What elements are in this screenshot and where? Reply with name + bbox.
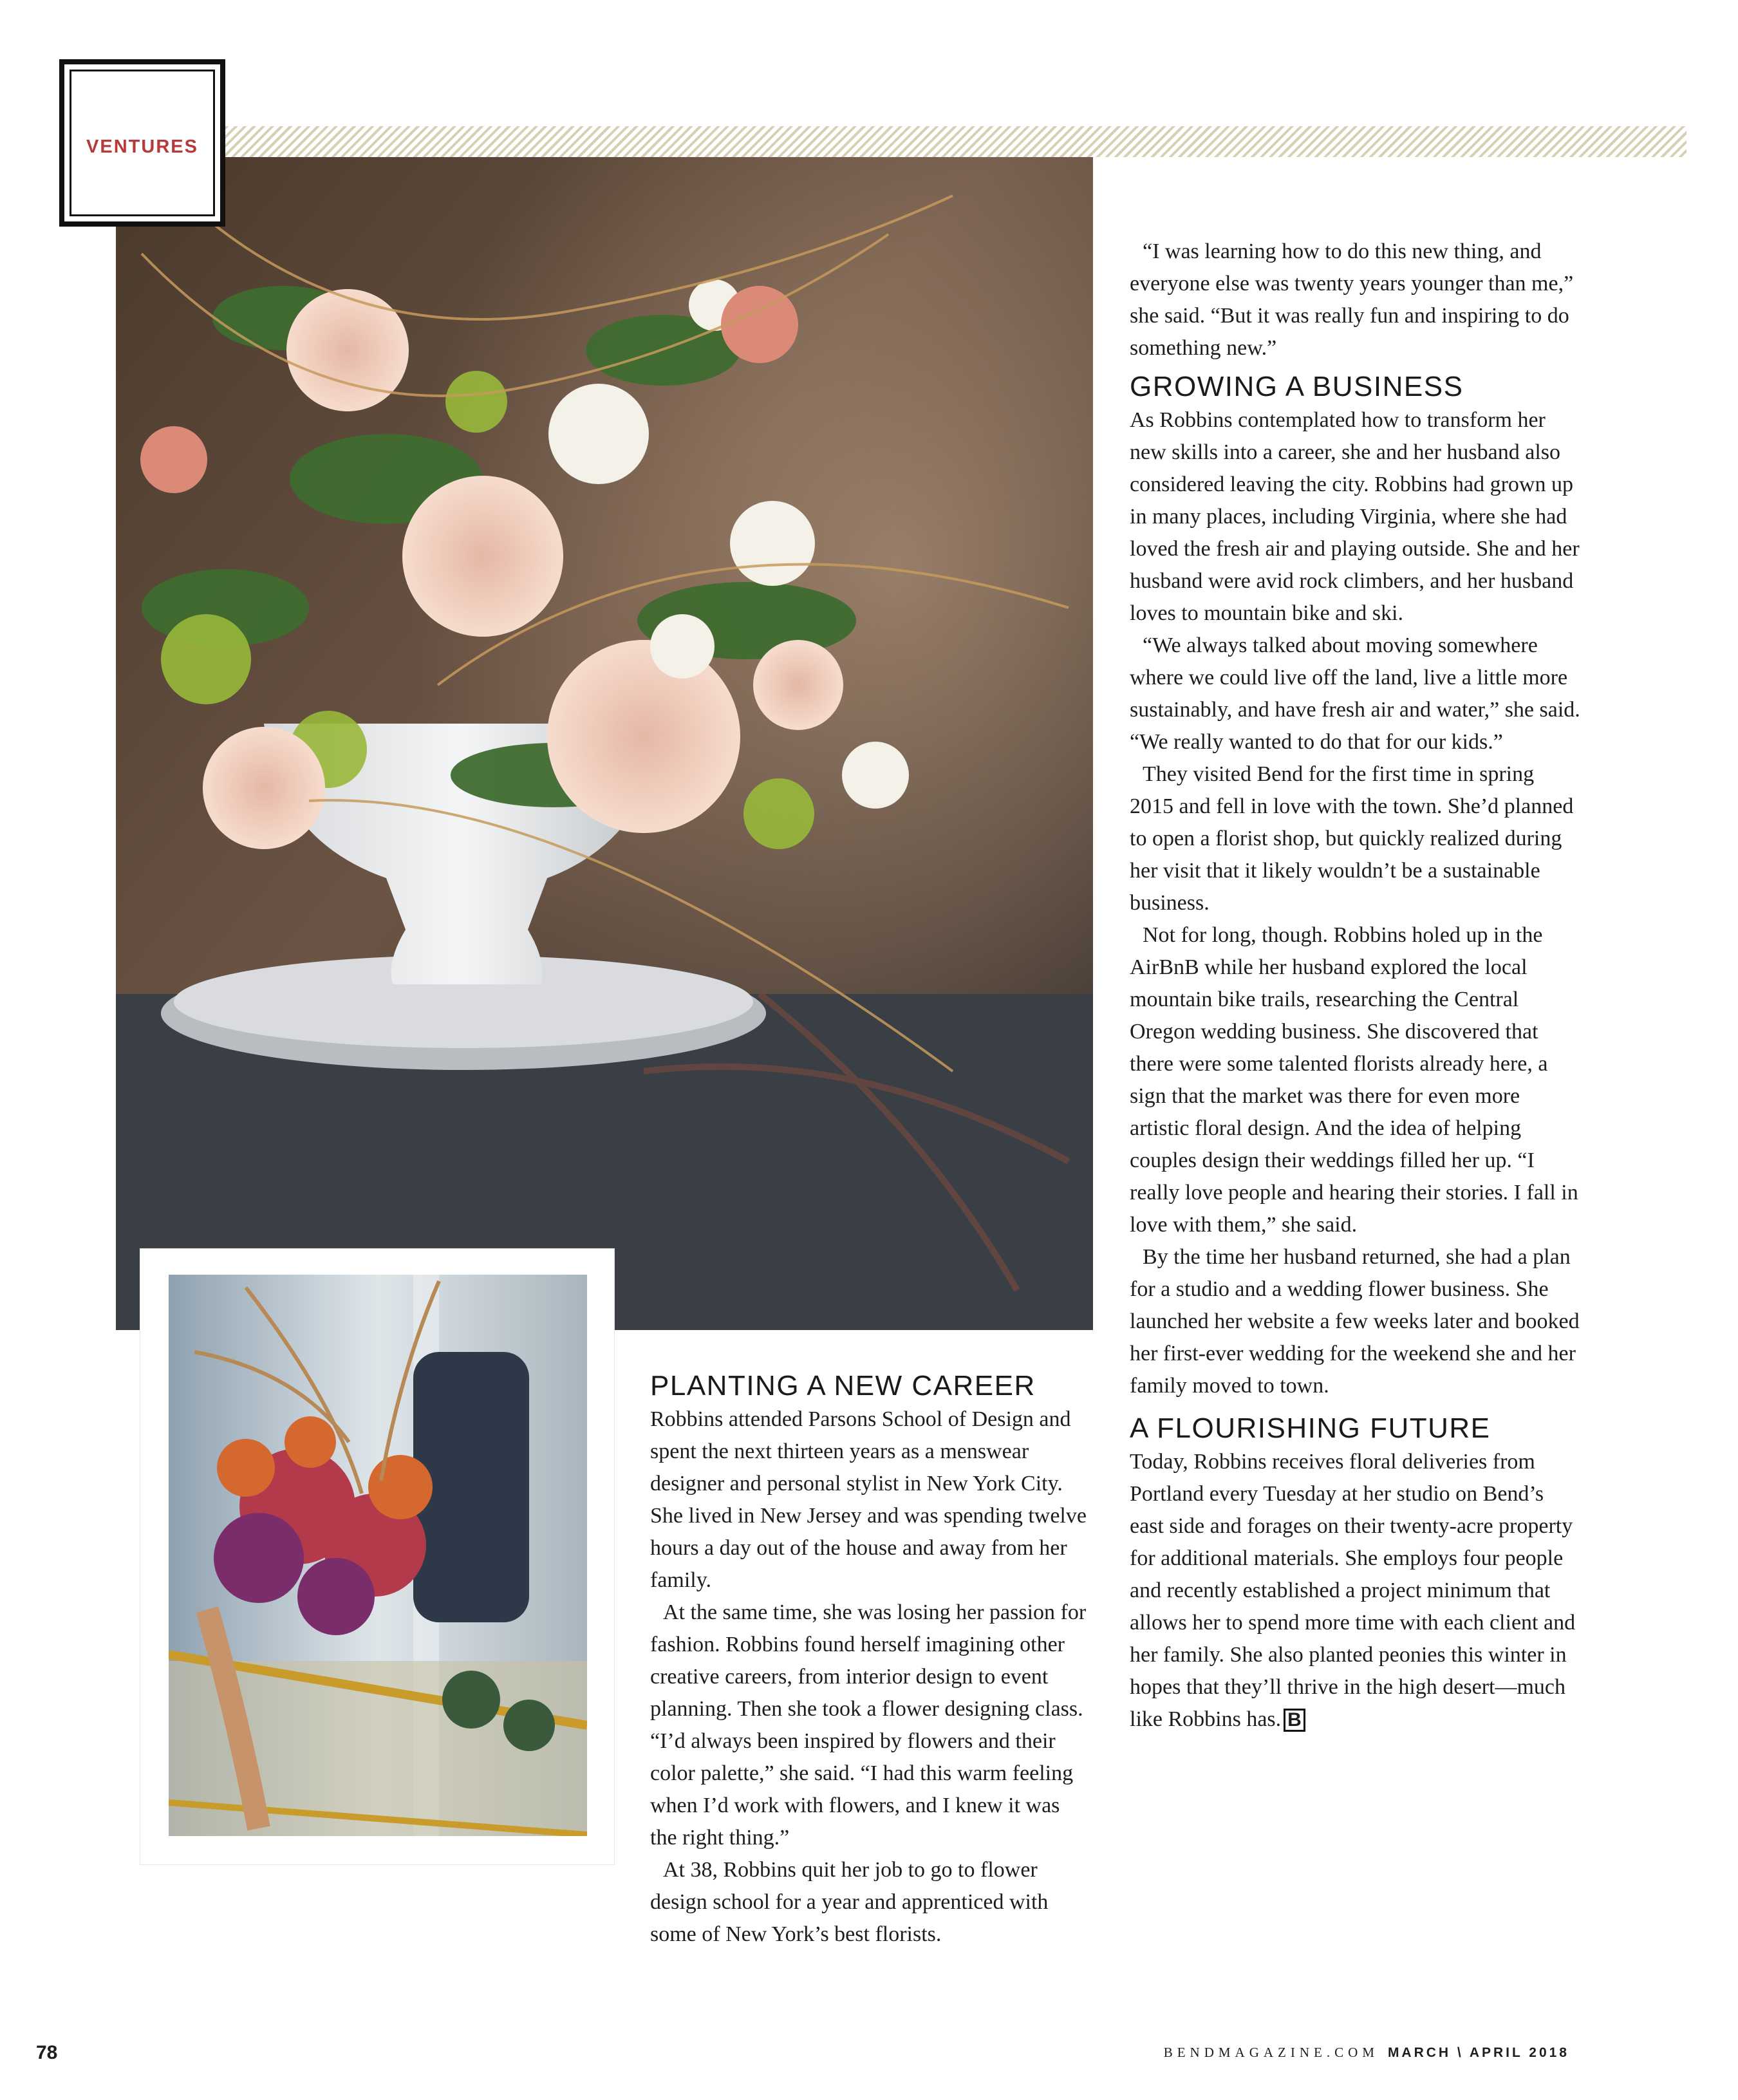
paragraph: Not for long, though. Robbins holed up in the AirBnB while her husband explored the local mountain bike trails, researching the Central Oregon wedding business. She discovered that there were some talented florists already here, a sign that the market was there for even more artistic floral design. And the idea of helping couples design their weddings filled her up. “I really love people and hearing their stories. I fall in love with them,” she said. xyxy=(1130,923,1578,1237)
heading-growing-a-business: GROWING A BUSINESS xyxy=(1130,371,1464,402)
paragraph: By the time her husband returned, she had a plan for a studio and a wedding flower business. She launched her website a few weeks later and booked her first-ever wedding for the weekend she and her family moved to town. xyxy=(1130,1245,1580,1398)
paragraph: At the same time, she was losing her passion for fashion. Robbins found herself imagining other creative careers, from interior design to event planning. Then she took a flower designing class. “I’d always been inspired by flowers and their color palette,” she said. “I had this warm feeling when I’d work with flowers, and I knew it was the right thing.” xyxy=(650,1600,1087,1850)
paragraph-closing xyxy=(1130,1446,1580,1736)
main-flower-arrangement-photo xyxy=(116,157,1093,1330)
inset-dried-bouquet-photo xyxy=(169,1275,587,1836)
page-number: 78 xyxy=(36,2042,58,2063)
decorative-stripe-band xyxy=(225,126,1687,157)
article-column-right xyxy=(1130,236,1580,1736)
section-label: VENTURES xyxy=(86,136,198,157)
flower-arrangement-image xyxy=(116,157,1093,1330)
footer xyxy=(1164,2045,1569,2061)
article-column-middle xyxy=(650,1369,1088,1951)
paragraph: As Robbins contemplated how to transform her new skills into a career, she and her husband also considered leaving the city. Robbins had grown up in many places, including Virginia, where she had loved the fresh air and playing outside. She and her husband were avid rock climbers, and her husband loves to mountain bike and ski. xyxy=(1130,408,1580,625)
heading-planting-a-new-career: PLANTING A NEW CAREER xyxy=(650,1370,1036,1402)
closing-text: Today, Robbins receives floral deliveries from Portland every Tuesday at her studio on Bend’s east side and forages on their twenty-acre property for additional materials. She employs four people and recently established a project minimum that allows her to spend more time with each client and her family. She also planted peonies this winter in hopes that they’ll thrive in the high desert—much like Robbins has. xyxy=(1130,1450,1576,1731)
paragraph: Robbins attended Parsons School of Design and spent the next thirteen years as a menswear designer and personal stylist in New York City. She lived in New Jersey and was spending twelve hours a day out of the house and away from her family. xyxy=(650,1407,1087,1592)
end-mark-icon: B xyxy=(1284,1709,1305,1732)
paragraph: They visited Bend for the first time in spring 2015 and fell in love with the town. She’d planned to open a florist shop, but quickly realized during her visit that it likely wouldn’t be a sustainable business. xyxy=(1130,762,1574,915)
paragraph: “We always talked about moving somewhere where we could live off the land, live a little more sustainably, and have fresh air and water,” she said. “We really wanted to do that for our kids.” xyxy=(1130,633,1580,754)
footer-site: BENDMAGAZINE.COM xyxy=(1163,2045,1379,2060)
paragraph: “I was learning how to do this new thing, and everyone else was twenty years younger than me,” she said. “But it was really fun and inspiring to do something new.” xyxy=(1130,239,1574,360)
paragraph: At 38, Robbins quit her job to go to flower design school for a year and apprenticed with some of New York’s best florists. xyxy=(650,1858,1049,1946)
section-tag xyxy=(59,59,225,227)
footer-issue: MARCH \ APRIL 2018 xyxy=(1387,2045,1569,2060)
heading-a-flourishing-future: A FLOURISHING FUTURE xyxy=(1130,1412,1491,1444)
dried-bouquet-image xyxy=(169,1275,587,1836)
